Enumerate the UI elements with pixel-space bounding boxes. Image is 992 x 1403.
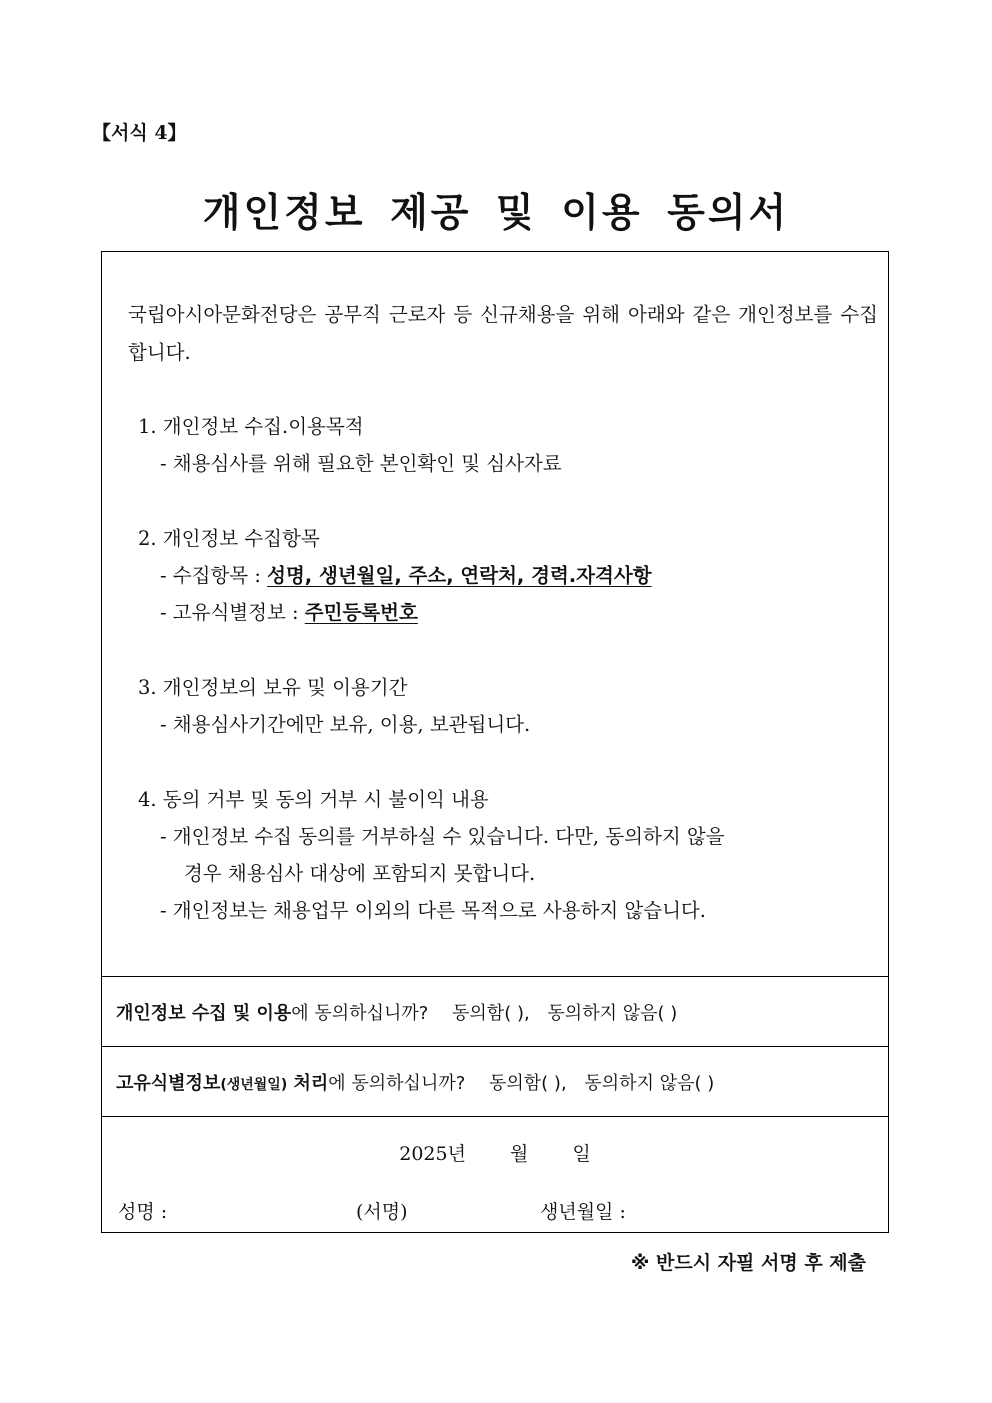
unique-id-value: 주민등록번호 [304, 601, 418, 624]
intro-paragraph: 국립아시아문화전당은 공무직 근로자 등 신규채용을 위해 아래와 같은 개인정보를 수집합니다. [128, 303, 878, 364]
signature-label[interactable]: (서명) [356, 1201, 408, 1223]
agree-checkbox[interactable]: 동의함( ), [452, 1003, 530, 1024]
section-purpose [138, 408, 562, 482]
name-label[interactable]: 성명 : [118, 1201, 168, 1223]
section-item [138, 557, 652, 594]
section-heading: 3. 개인정보의 보유 및 이용기간 [138, 676, 408, 699]
section-item: - 개인정보는 채용업무 이외의 다른 목적으로 사용하지 않습니다. [160, 899, 706, 922]
section-item: - 채용심사기간에만 보유, 이용, 보관됩니다. [160, 713, 531, 736]
date-year: 2025년 [399, 1143, 466, 1165]
section-heading: 1. 개인정보 수집.이용목적 [138, 415, 364, 438]
date-day[interactable]: 일 [572, 1143, 591, 1165]
consent-subject-note: (생년월일) [220, 1077, 288, 1093]
item-label: - 수집항목 : [160, 564, 268, 587]
section-item: - 개인정보 수집 동의를 거부하실 수 있습니다. 다만, 동의하지 않을 [160, 825, 725, 848]
consent-row-unique-id [102, 1046, 888, 1116]
section-item-continued: 경우 채용심사 대상에 포함되지 못합니다. [184, 862, 536, 885]
section-items-collected [138, 520, 652, 631]
section-item [138, 594, 652, 631]
agree-checkbox[interactable]: 동의함( ), [489, 1073, 567, 1094]
submission-note: ※ 반드시 자필 서명 후 제출 [630, 1252, 866, 1274]
form-number: 【서식 4】 [92, 122, 187, 144]
disagree-checkbox[interactable]: 동의하지 않음( ) [547, 1003, 678, 1024]
date-line [102, 1139, 888, 1166]
consent-subject: 고유식별정보 [116, 1073, 221, 1094]
consent-question: 에 동의하십니까? [291, 1003, 429, 1024]
section-retention [138, 669, 530, 743]
document-title: 개인정보 제공 및 이용 동의서 [202, 191, 790, 236]
section-heading: 2. 개인정보 수집항목 [138, 527, 320, 550]
birthdate-label[interactable]: 생년월일 : [540, 1201, 626, 1223]
signature-area [102, 1116, 888, 1232]
date-month[interactable]: 월 [510, 1143, 529, 1165]
item-label: - 고유식별정보 : [160, 601, 305, 624]
disagree-checkbox[interactable]: 동의하지 않음( ) [584, 1073, 715, 1094]
section-refusal [138, 781, 725, 929]
section-item: - 채용심사를 위해 필요한 본인확인 및 심사자료 [160, 452, 562, 475]
consent-subject: 개인정보 수집 및 이용 [116, 1003, 292, 1024]
collected-items-value: 성명, 생년월일, 주소, 연락처, 경력.자격사항 [267, 564, 652, 587]
consent-subject-suffix: 처리 [287, 1073, 329, 1094]
consent-form-box [101, 251, 889, 1233]
consent-question: 에 동의하십니까? [328, 1073, 466, 1094]
consent-row-personal-info [102, 976, 888, 1046]
section-heading: 4. 동의 거부 및 동의 거부 시 불이익 내용 [138, 788, 489, 811]
